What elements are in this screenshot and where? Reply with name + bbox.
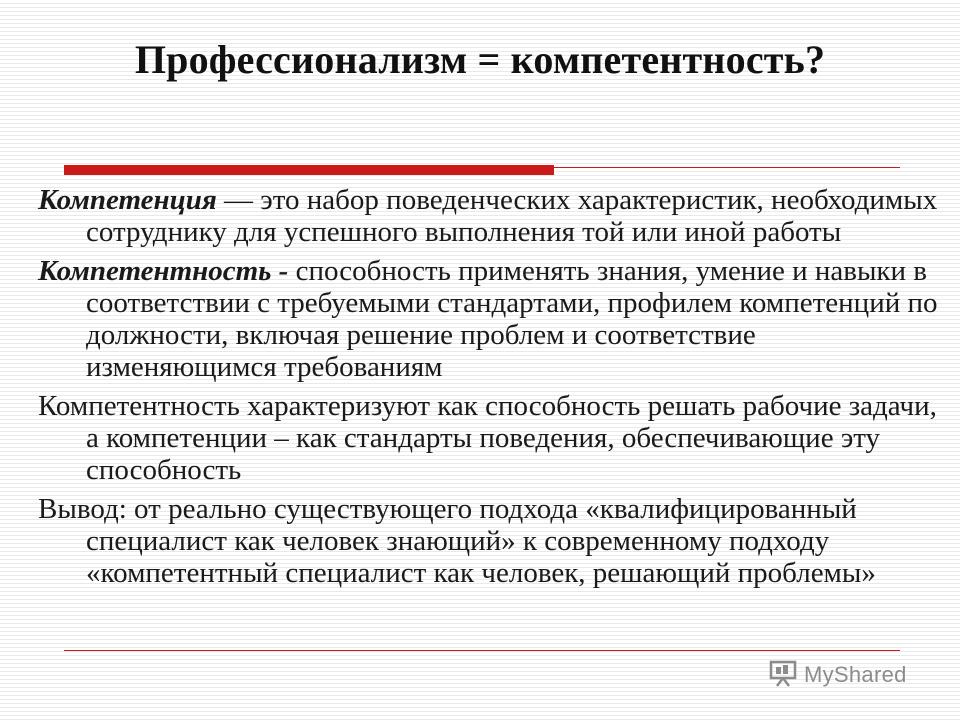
watermark-logo: [768, 660, 907, 690]
paragraph-conclusion: [38, 493, 950, 589]
definition-competency: способность применять знания, умение и навыки в соответствии с требуемыми стандартами, профилем компетенций по должности, включая решение проблем и соответствие изменяющимся требованиям: [86, 255, 938, 383]
paragraph-competence: [38, 184, 950, 248]
slide-body: [38, 184, 950, 596]
slide-title: Профессионализм = компетентность?: [134, 37, 826, 82]
title-underline-thin: [554, 167, 900, 168]
paragraph-competency: [38, 255, 950, 383]
characterization-text: Компетентность характеризуют как способность решать рабочие задачи, а компетенции – как стандарты поведения, обеспечивающие эту способность: [38, 390, 937, 486]
title-underline-thick: [64, 165, 554, 175]
bottom-rule: [64, 650, 900, 651]
term-competency: Компетентность -: [38, 255, 289, 287]
term-competence: Компетенция: [38, 184, 217, 216]
definition-competence: — это набор поведенческих характеристик, необходимых сотруднику для успешного выполнения той или иной работы: [86, 184, 938, 248]
conclusion-text: Вывод: от реально существующего подхода «квалифицированный специалист как человек знающий» к современному подходу «компетентный специалист как человек, решающий проблемы»: [38, 493, 876, 589]
presentation-board-icon: [768, 659, 798, 692]
watermark-text: MyShared: [804, 662, 907, 687]
paragraph-characterization: [38, 390, 950, 486]
